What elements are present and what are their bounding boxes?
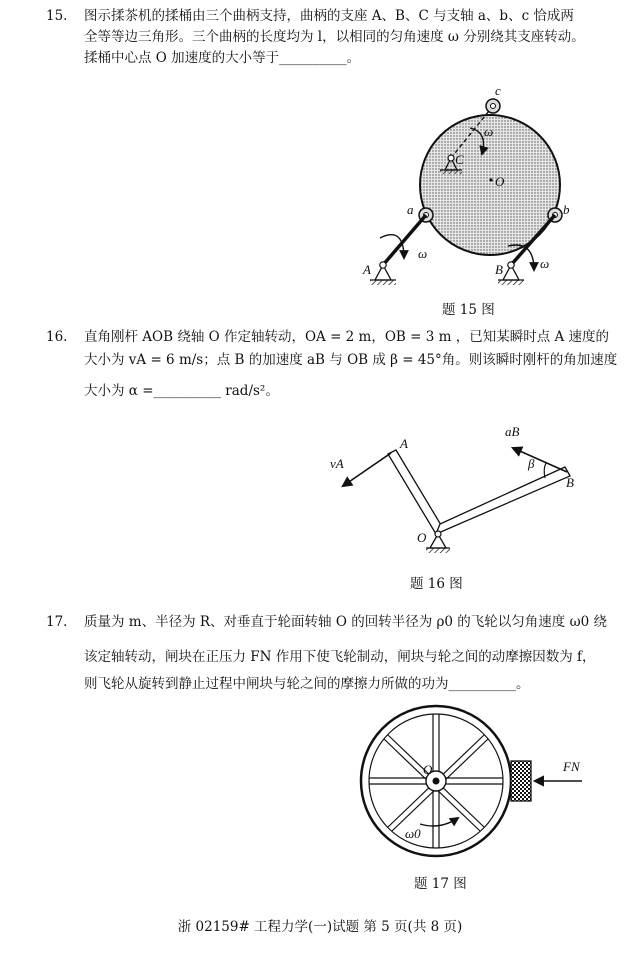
label-vA: vA	[330, 456, 344, 471]
figure-16-caption: 题 16 图	[410, 576, 463, 592]
figure-17	[0, 680, 640, 870]
figure-17-caption: 题 17 图	[414, 876, 467, 892]
question-text-line-1: 直角刚杆 AOB 绕轴 O 作定轴转动，OA = 2 m，OB = 3 m ，已知某瞬时点 A 速度的	[84, 329, 610, 345]
rod-OB	[436, 467, 570, 534]
figure-15-caption: 题 15 图	[442, 302, 495, 318]
label-O: O	[495, 174, 505, 189]
label-A: A	[363, 262, 371, 277]
velocity-vA-arrow	[343, 453, 391, 486]
brake-block	[511, 761, 531, 801]
pivot-O	[426, 531, 450, 553]
question-text-line-1: 图示揉茶机的揉桶由三个曲柄支持，曲柄的支座 A、B、C 与支轴 a、b、c 恰成两	[84, 8, 574, 24]
support-A	[370, 262, 396, 285]
label-b: b	[563, 202, 570, 217]
question-text-line-1: 质量为 m、半径为 R、对垂直于轮面转轴 O 的回转半径为 ρ0 的飞轮以匀角速度 ω0 绕	[84, 614, 607, 630]
label-O: O	[423, 762, 433, 777]
question-number: 15.	[46, 8, 68, 24]
figure-16	[0, 410, 640, 590]
question-number: 17.	[46, 614, 68, 630]
label-O: O	[417, 530, 427, 545]
question-text-line-3: 揉桶中心点 O 加速度的大小等于__________。	[84, 50, 361, 66]
label-omega0: ω0	[405, 826, 421, 841]
figure-15	[0, 0, 640, 300]
label-FN: FN	[563, 759, 580, 774]
pin-c	[486, 99, 500, 113]
question-number: 16.	[46, 329, 68, 345]
label-A: A	[400, 436, 408, 451]
question-text-line-2: 全等等边三角形。三个曲柄的长度均为 l，以相同的匀角速度 ω 分别绕其支座转动。	[84, 29, 585, 45]
label-aB: aB	[505, 424, 520, 439]
label-beta: β	[528, 456, 535, 471]
label-B: B	[495, 262, 503, 277]
label-a: a	[407, 202, 414, 217]
flywheel	[361, 706, 511, 856]
question-text-line-2: 大小为 vA = 6 m/s；点 B 的加速度 aB 与 OB 成 β = 45°角。则该瞬时刚杆的角加速度	[84, 352, 618, 368]
acceleration-aB-arrow	[513, 448, 567, 472]
label-omega-right: ω	[540, 256, 550, 271]
question-text-line-3: 则飞轮从旋转到静止过程中闸块与轮之间的摩擦力所做的功为__________。	[84, 676, 530, 692]
question-text-line-2: 该定轴转动，闸块在正压力 FN 作用下使飞轮制动，闸块与轮之间的动摩擦因数为 f，	[84, 649, 596, 665]
rod-OA	[388, 450, 444, 534]
page-footer: 浙 02159# 工程力学(一)试题 第 5 页(共 8 页)	[177, 919, 463, 935]
label-c: c	[495, 83, 501, 98]
question-text-line-3: 大小为 α =__________ rad/s²。	[84, 383, 279, 399]
label-omega-left: ω	[418, 246, 428, 261]
center-O	[489, 178, 492, 181]
label-C: C	[455, 152, 464, 167]
label-B: B	[566, 475, 574, 490]
label-omega-top: ω	[484, 124, 494, 139]
